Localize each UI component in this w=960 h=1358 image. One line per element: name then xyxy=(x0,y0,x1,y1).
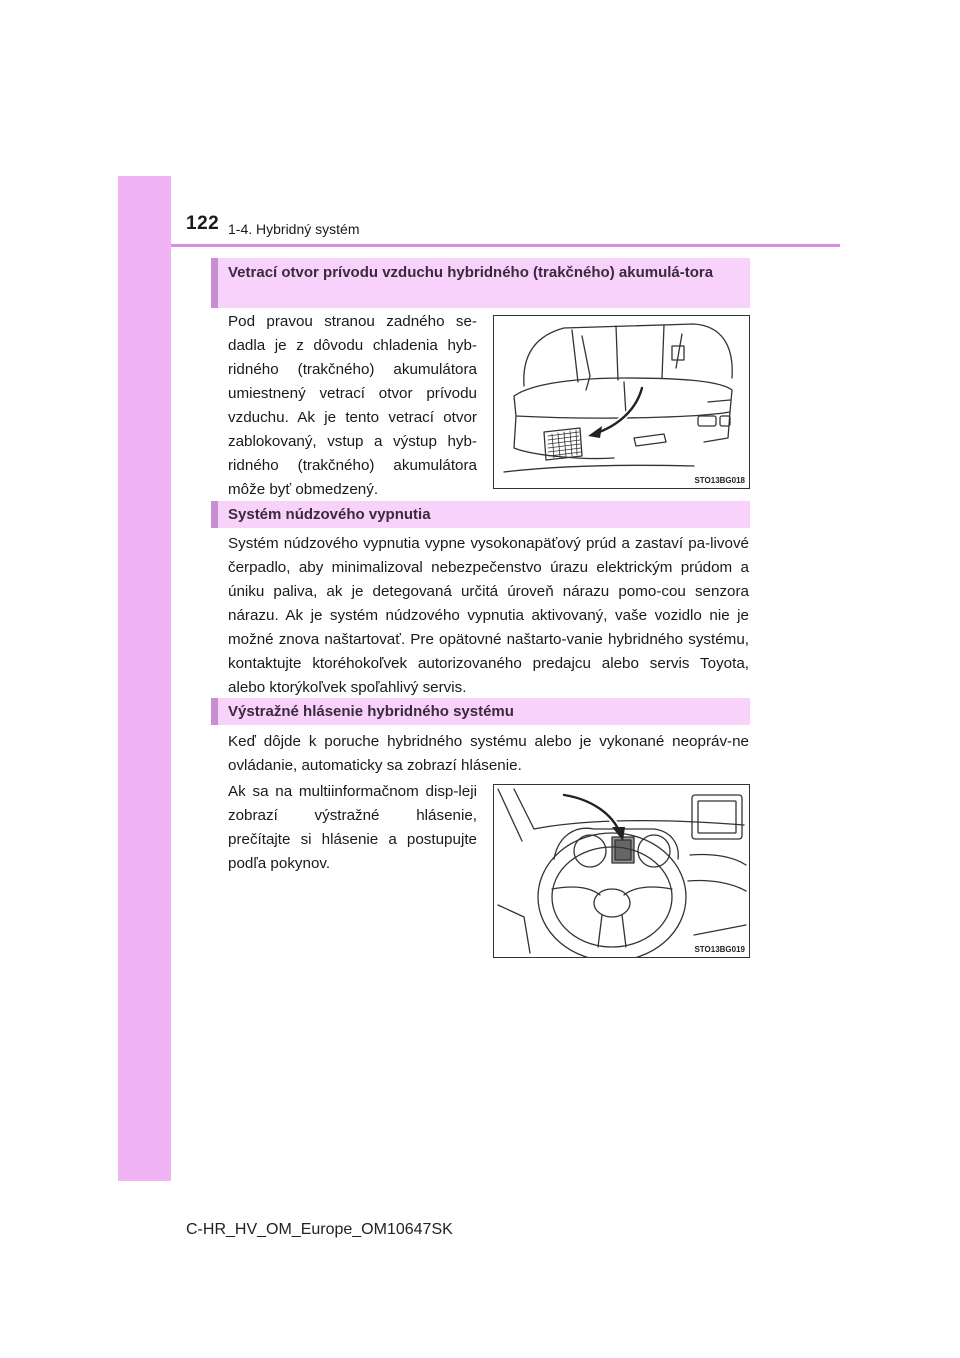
header-rule xyxy=(171,244,840,247)
page-number: 122 xyxy=(186,213,220,234)
section-title-emergency-shutoff: Systém núdzového vypnutia xyxy=(211,501,750,528)
section-title-air-intake-vent: Vetrací otvor prívodu vzduchu hybridného (trakčného) akumulá-tora xyxy=(211,258,750,308)
figure-rear-seat-vent xyxy=(493,315,750,489)
footer-document-code: C-HR_HV_OM_Europe_OM10647SK xyxy=(186,1221,453,1238)
side-tab-band xyxy=(118,176,171,1181)
paragraph-air-intake-vent: Pod pravou stranou zadného se-dadla je z dôvodu chladenia hyb-ridného (trakčného) akumulátora umiestnený vetrací otvor prívodu vzduchu. Ak je tento vetrací otvor zablokovaný, vstup a výstup hyb-ridného (trakčného) akumulátora môže byť obmedzený. xyxy=(228,313,477,498)
figure-code: STO13BG019 xyxy=(694,945,745,954)
paragraph-emergency-shutoff: Systém núdzového vypnutia vypne vysokonapäťový prúd a zastaví pa-livové čerpadlo, aby minimalizoval nebezpečenstvo úrazu elektrickým prúdom a úniku paliva, ak je detegovaná určitá úroveň nárazu pomo-cou senzora nárazu. Ak je systém núdzového vypnutia aktivovaný, vaše vozidlo nie je možné znova naštartovať. Pre opätovné naštarto-vanie hybridného systému, kontaktujte ktoréhokoľvek autorizovaného predajcu alebo servis Toyota, alebo ktorýkoľvek spoľahlivý servis. xyxy=(228,535,749,696)
paragraph-warning-message-1: Keď dôjde k poruche hybridného systému alebo je vykonané neopráv-ne ovládanie, automaticky sa zobrazí hlásenie. xyxy=(228,733,749,774)
figure-steering-wheel-display xyxy=(493,784,750,958)
figure-code: STO13BG018 xyxy=(694,476,745,485)
paragraph-warning-message-2: Ak sa na multiinformačnom disp-leji zobrazí výstražné hlásenie, prečítajte si hlásenie a postupujte podľa pokynov. xyxy=(228,783,477,872)
running-head: 1-4. Hybridný systém xyxy=(228,221,360,237)
rear-seat-vent-illustration xyxy=(494,316,749,488)
steering-wheel-illustration xyxy=(494,785,749,957)
section-title-warning-message: Výstražné hlásenie hybridného systému xyxy=(211,698,750,725)
